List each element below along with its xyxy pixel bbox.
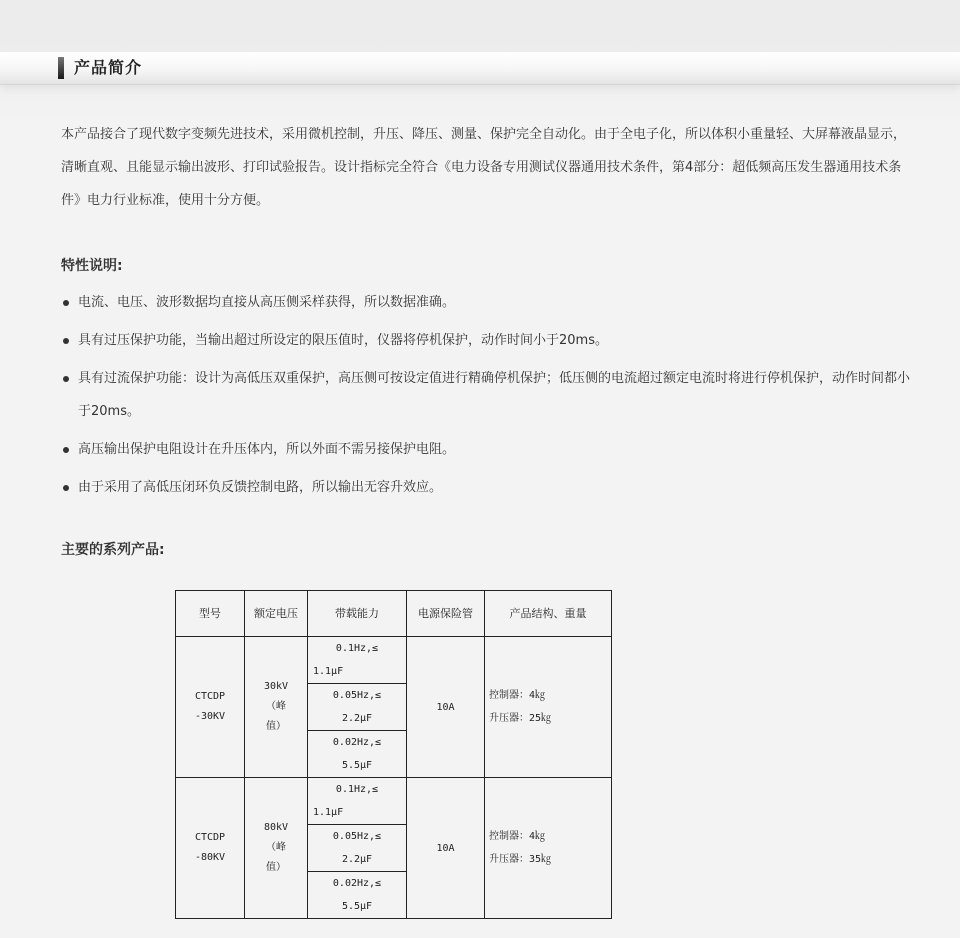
capacity-freq: 0.05Hz,≤ xyxy=(332,831,382,842)
feature-item xyxy=(61,433,921,466)
voltage-line: 80kV xyxy=(263,822,289,833)
model-line: CTCDP xyxy=(194,832,226,843)
features-heading: 特性说明: xyxy=(61,258,123,274)
page-title: 产品简介 xyxy=(74,58,143,77)
voltage-cell xyxy=(245,637,308,778)
intro-paragraph: 本产品接合了现代数字变频先进技术，采用微机控制，升压、降压、测量、保护完全自动化。由于全电子化，所以体积小重量轻、大屏幕液晶显示，清晰直观、且能显示输出波形、打印试验报告。设计指标完全符合《电力设备专用测试仪器通用技术条件，第4部分：超低频高压发生器通用技术条件》电力行业标准，使用十分方便。 xyxy=(61,127,907,208)
features-list xyxy=(61,286,921,509)
capacity-cell xyxy=(308,637,407,684)
header-capacity: 带载能力 xyxy=(308,591,407,637)
bullet-icon xyxy=(63,338,69,344)
capacity-freq: 0.1Hz,≤ xyxy=(335,643,379,654)
feature-item xyxy=(61,286,921,319)
model-line: CTCDP xyxy=(194,691,226,702)
feature-text: 由于采用了高低压闭环负反馈控制电路，所以输出无容升效应。 xyxy=(78,480,443,495)
structure-line: 升压器：25㎏ xyxy=(489,713,552,724)
capacity-freq: 0.02Hz,≤ xyxy=(332,737,382,748)
capacity-value: 2.2μF xyxy=(341,713,373,724)
model-cell xyxy=(176,778,245,919)
feature-text: 具有过流保护功能：设计为高低压双重保护，高压侧可按设定值进行精确停机保护；低压侧的电流超过额定电流时将进行停机保护，动作时间都小于20ms。 xyxy=(78,371,911,419)
capacity-value: 5.5μF xyxy=(341,901,373,912)
header-fuse: 电源保险管 xyxy=(407,591,485,637)
capacity-cell xyxy=(308,778,407,825)
structure-line: 控制器：4㎏ xyxy=(489,831,546,842)
capacity-freq: 0.05Hz,≤ xyxy=(332,690,382,701)
table-row xyxy=(176,778,612,825)
header-structure: 产品结构、重量 xyxy=(485,591,612,637)
products-table xyxy=(175,590,612,919)
bullet-icon xyxy=(63,447,69,453)
table-row xyxy=(176,637,612,684)
feature-item xyxy=(61,362,921,428)
header-marker xyxy=(58,57,64,79)
capacity-cell xyxy=(308,825,407,872)
products-heading: 主要的系列产品: xyxy=(61,542,165,558)
structure-line: 控制器：4㎏ xyxy=(489,690,546,701)
model-line: -80KV xyxy=(194,852,226,863)
capacity-cell xyxy=(308,872,407,919)
header-voltage: 额定电压 xyxy=(245,591,308,637)
feature-text: 电流、电压、波形数据均直接从高压侧采样获得，所以数据准确。 xyxy=(78,295,456,310)
capacity-freq: 0.1Hz,≤ xyxy=(335,784,379,795)
voltage-cell xyxy=(245,778,308,919)
feature-item xyxy=(61,324,921,357)
capacity-value: 1.1μF xyxy=(313,666,344,677)
capacity-cell xyxy=(308,731,407,778)
voltage-line: 值） xyxy=(266,862,286,873)
header-model: 型号 xyxy=(176,591,245,637)
table-header-row xyxy=(176,591,612,637)
structure-cell xyxy=(485,778,612,919)
voltage-line: 30kV xyxy=(263,681,289,692)
capacity-cell xyxy=(308,684,407,731)
bullet-icon xyxy=(63,300,69,306)
capacity-value: 1.1μF xyxy=(313,807,344,818)
feature-text: 高压输出保护电阻设计在升压体内，所以外面不需另接保护电阻。 xyxy=(78,442,456,457)
model-cell xyxy=(176,637,245,778)
section-header xyxy=(0,52,960,85)
structure-cell xyxy=(485,637,612,778)
feature-item xyxy=(61,471,921,504)
voltage-line: （峰 xyxy=(266,701,286,712)
bullet-icon xyxy=(63,485,69,491)
voltage-line: （峰 xyxy=(266,842,286,853)
voltage-line: 值） xyxy=(266,721,286,732)
bullet-icon xyxy=(63,376,69,382)
capacity-value: 5.5μF xyxy=(341,760,373,771)
fuse-cell: 10A xyxy=(407,778,485,919)
feature-text: 具有过压保护功能，当输出超过所设定的限压值时，仪器将停机保护，动作时间小于20ms。 xyxy=(78,333,608,348)
fuse-cell: 10A xyxy=(407,637,485,778)
structure-line: 升压器：35㎏ xyxy=(489,854,552,865)
model-line: -30KV xyxy=(194,711,226,722)
capacity-value: 2.2μF xyxy=(341,854,373,865)
capacity-freq: 0.02Hz,≤ xyxy=(332,878,382,889)
